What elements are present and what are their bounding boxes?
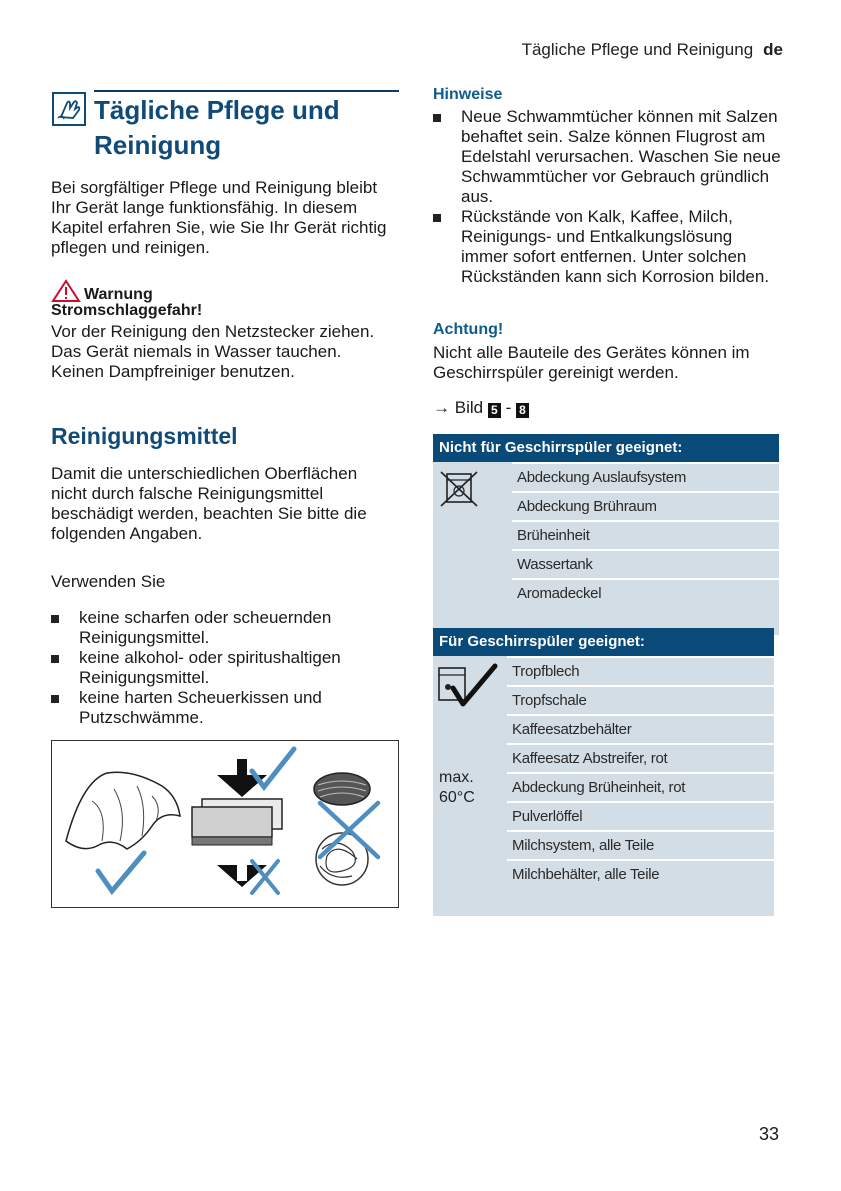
bullet-square-icon	[433, 214, 441, 222]
list-item-text: Rückstände von Kalk, Kaffee, Milch, Reinigungs- und Entkalkungslösung immer sofort entfernen. Unter solchen Rückständen kann sich Korrosion bilden.	[461, 207, 770, 286]
page-title-line1: Tägliche Pflege und	[94, 95, 340, 125]
cleaning-hand-icon	[52, 92, 86, 126]
max-temperature-value: 60°C	[439, 789, 475, 806]
table-dishwasher-safe	[433, 628, 774, 916]
arrow-right-icon: →	[433, 398, 450, 417]
reinigungsmittel-list	[51, 608, 396, 728]
table-row: Kaffeesatzbehälter	[507, 714, 774, 743]
max-temperature	[439, 768, 475, 808]
running-head-lang: de	[763, 40, 783, 59]
no-dishwasher-icon	[439, 468, 479, 508]
checkmark-icon	[98, 853, 144, 891]
running-head-title: Tägliche Pflege und Reinigung	[521, 40, 754, 59]
list-item	[51, 608, 396, 648]
list-item	[433, 107, 783, 207]
checkmark-icon	[252, 749, 294, 787]
scouring-pad-icon	[314, 773, 370, 885]
list-item-text: Neue Schwammtücher können mit Salzen behaftet sein. Salze können Flugrost am Edelstahl verursachen. Waschen Sie neue Schwammtücher vor Gebrauch gründlich aus.	[461, 107, 781, 206]
running-head	[522, 40, 783, 60]
list-item	[51, 688, 396, 728]
figure-reference-label: Bild	[454, 398, 484, 417]
bullet-square-icon	[51, 655, 59, 663]
page-number: 33	[759, 1124, 780, 1144]
intro-paragraph: Bei sorgfältiger Pflege und Reinigung bleibt Ihr Gerät lange funktionsfähig. In diesem Kapitel erfahren Sie, wie Sie Ihr Gerät richtig pflegen und reinigen.	[51, 178, 387, 257]
table-row: Aromadeckel	[512, 578, 779, 607]
list-item	[51, 648, 396, 688]
table-body	[433, 462, 779, 635]
max-temperature-label: max.	[439, 769, 474, 786]
table-body	[433, 656, 774, 916]
table-row: Tropfblech	[507, 656, 774, 685]
page-title-line2: Reinigung	[94, 130, 222, 160]
section-heading-reinigungsmittel: Reinigungsmittel	[51, 423, 238, 449]
table-row: Milchbehälter, alle Teile	[507, 859, 774, 888]
list-item-text: keine scharfen oder scheuernden Reinigungsmittel.	[79, 608, 332, 647]
table-row: Pulverlöffel	[507, 801, 774, 830]
page-title	[94, 93, 399, 163]
bullet-square-icon	[433, 114, 441, 122]
table-row: Kaffeesatz Abstreifer, rot	[507, 743, 774, 772]
figure-reference	[433, 398, 529, 418]
table-row: Abdeckung Brüheinheit, rot	[507, 772, 774, 801]
figure-number-end: 8	[516, 403, 529, 418]
cleaning-illustration-drawing	[52, 741, 398, 907]
table-row: Wassertank	[512, 549, 779, 578]
table-not-dishwasher-safe	[433, 434, 779, 635]
reinigungsmittel-use: Verwenden Sie	[51, 572, 166, 591]
table-header: Nicht für Geschirrspüler geeignet:	[433, 434, 779, 462]
bullet-square-icon	[51, 615, 59, 623]
cleaning-illustration	[51, 740, 399, 908]
achtung-heading: Achtung!	[433, 321, 504, 338]
figure-number-start: 5	[488, 403, 501, 418]
table-row: Abdeckung Brühraum	[512, 491, 779, 520]
warning-label: Warnung	[84, 286, 153, 303]
figure-reference-separator: -	[505, 398, 512, 417]
list-item-text: keine harten Scheuerkissen und Putzschwämme.	[79, 688, 322, 727]
warning-subtitle: Stromschlaggefahr!	[51, 302, 203, 319]
table-row: Abdeckung Auslaufsystem	[512, 462, 779, 491]
bullet-square-icon	[51, 695, 59, 703]
table-header: Für Geschirrspüler geeignet:	[433, 628, 774, 656]
list-item-text: keine alkohol- oder spiritushaltigen Reinigungsmittel.	[79, 648, 341, 687]
hinweise-heading: Hinweise	[433, 86, 503, 103]
dishwasher-safe-check-icon	[437, 660, 499, 710]
table-row: Brüheinheit	[512, 520, 779, 549]
cloth-icon	[66, 772, 180, 849]
hinweise-list	[433, 107, 783, 287]
table-row: Tropfschale	[507, 685, 774, 714]
warning-heading	[51, 279, 153, 304]
achtung-text: Nicht alle Bauteile des Gerätes können im Geschirrspüler gereinigt werden.	[433, 343, 750, 382]
title-rule	[94, 90, 399, 92]
reinigungsmittel-text: Damit die unterschiedlichen Oberflächen nicht durch falsche Reinigungsmittel beschädigt werden, beachten Sie bitte die folgenden Angaben.	[51, 464, 367, 543]
list-item	[433, 207, 783, 287]
warning-text: Vor der Reinigung den Netzstecker ziehen. Das Gerät niemals in Wasser tauchen. Keinen Dampfreiniger benutzen.	[51, 322, 375, 381]
warning-triangle-icon	[51, 279, 81, 303]
table-row: Milchsystem, alle Teile	[507, 830, 774, 859]
